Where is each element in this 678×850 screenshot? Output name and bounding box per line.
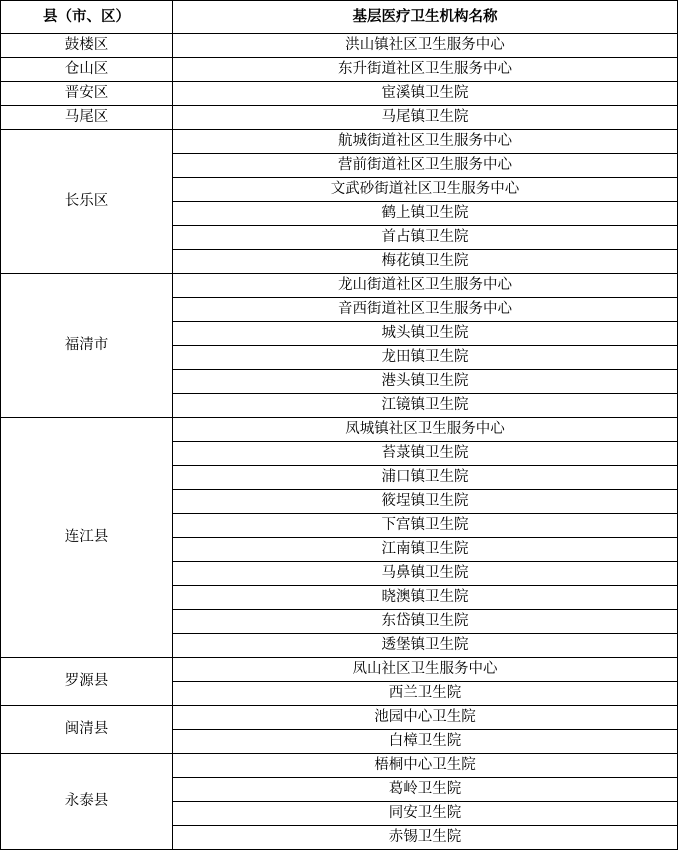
institution-cell: 宦溪镇卫生院 <box>173 82 678 106</box>
county-cell: 晋安区 <box>1 82 173 106</box>
institution-cell: 苔菉镇卫生院 <box>173 442 678 466</box>
institution-cell: 西兰卫生院 <box>173 682 678 706</box>
institution-cell: 马鼻镇卫生院 <box>173 562 678 586</box>
institution-cell: 鹤上镇卫生院 <box>173 202 678 226</box>
table-body <box>1 34 678 850</box>
county-cell: 福清市 <box>1 274 173 418</box>
institution-cell: 龙山街道社区卫生服务中心 <box>173 274 678 298</box>
county-cell: 闽清县 <box>1 706 173 754</box>
table-row <box>1 82 678 106</box>
county-cell: 长乐区 <box>1 130 173 274</box>
institution-cell: 浦口镇卫生院 <box>173 466 678 490</box>
institution-cell: 航城街道社区卫生服务中心 <box>173 130 678 154</box>
table-row <box>1 658 678 682</box>
table-row <box>1 106 678 130</box>
institution-cell: 首占镇卫生院 <box>173 226 678 250</box>
institution-cell: 龙田镇卫生院 <box>173 346 678 370</box>
institution-cell: 港头镇卫生院 <box>173 370 678 394</box>
institution-cell: 同安卫生院 <box>173 802 678 826</box>
institution-cell: 赤锡卫生院 <box>173 826 678 850</box>
table-row <box>1 130 678 154</box>
institution-cell: 凤城镇社区卫生服务中心 <box>173 418 678 442</box>
institution-cell: 东岱镇卫生院 <box>173 610 678 634</box>
table-row <box>1 58 678 82</box>
institution-cell: 文武砂街道社区卫生服务中心 <box>173 178 678 202</box>
county-cell: 永泰县 <box>1 754 173 850</box>
institution-cell: 城头镇卫生院 <box>173 322 678 346</box>
table-row <box>1 418 678 442</box>
county-cell: 马尾区 <box>1 106 173 130</box>
institution-cell: 透堡镇卫生院 <box>173 634 678 658</box>
institution-cell: 葛岭卫生院 <box>173 778 678 802</box>
institution-cell: 下宫镇卫生院 <box>173 514 678 538</box>
table-row <box>1 754 678 778</box>
institution-cell: 东升街道社区卫生服务中心 <box>173 58 678 82</box>
county-column-header: 县（市、区） <box>1 1 173 34</box>
county-cell: 罗源县 <box>1 658 173 706</box>
county-cell: 鼓楼区 <box>1 34 173 58</box>
institution-cell: 营前街道社区卫生服务中心 <box>173 154 678 178</box>
county-cell: 仓山区 <box>1 58 173 82</box>
institution-cell: 筱埕镇卫生院 <box>173 490 678 514</box>
table-row <box>1 34 678 58</box>
institution-cell: 凤山社区卫生服务中心 <box>173 658 678 682</box>
header-row <box>1 1 678 34</box>
institution-cell: 梧桐中心卫生院 <box>173 754 678 778</box>
institution-cell: 马尾镇卫生院 <box>173 106 678 130</box>
table-row <box>1 274 678 298</box>
institution-cell: 洪山镇社区卫生服务中心 <box>173 34 678 58</box>
institution-cell: 音西街道社区卫生服务中心 <box>173 298 678 322</box>
institution-cell: 江南镇卫生院 <box>173 538 678 562</box>
institution-column-header: 基层医疗卫生机构名称 <box>173 1 678 34</box>
institution-cell: 晓澳镇卫生院 <box>173 586 678 610</box>
table-row <box>1 706 678 730</box>
institution-cell: 江镜镇卫生院 <box>173 394 678 418</box>
county-cell: 连江县 <box>1 418 173 658</box>
institution-cell: 梅花镇卫生院 <box>173 250 678 274</box>
institution-cell: 池园中心卫生院 <box>173 706 678 730</box>
institution-cell: 白樟卫生院 <box>173 730 678 754</box>
